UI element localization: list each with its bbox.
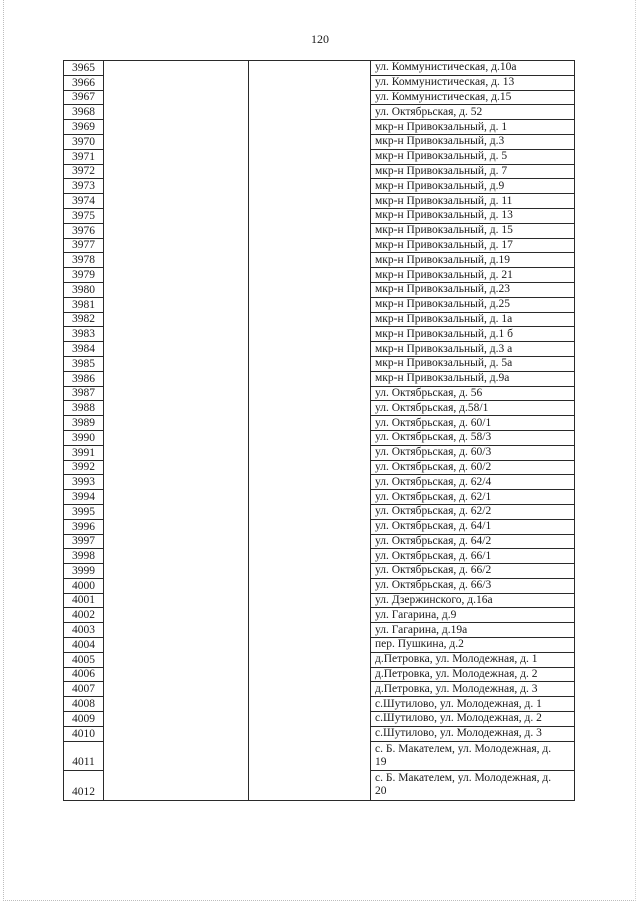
row-number: 4006 bbox=[64, 667, 104, 682]
row-number: 3969 bbox=[64, 120, 104, 135]
row-number: 4001 bbox=[64, 593, 104, 608]
row-number: 3986 bbox=[64, 371, 104, 386]
address-cell: ул. Октябрьская, д. 66/2 bbox=[371, 564, 575, 579]
row-number: 3995 bbox=[64, 504, 104, 519]
row-number: 3974 bbox=[64, 194, 104, 209]
address-cell: д.Петровка, ул. Молодежная, д. 1 bbox=[371, 652, 575, 667]
row-number: 3980 bbox=[64, 282, 104, 297]
row-number: 3970 bbox=[64, 134, 104, 149]
address-cell: мкр-н Привокзальный, д. 1а bbox=[371, 312, 575, 327]
address-cell: мкр-н Привокзальный, д. 15 bbox=[371, 223, 575, 238]
address-cell: пер. Пушкина, д.2 bbox=[371, 638, 575, 653]
row-number: 3966 bbox=[64, 75, 104, 90]
address-cell: ул. Октябрьская, д. 66/1 bbox=[371, 549, 575, 564]
row-number: 4009 bbox=[64, 712, 104, 727]
row-number: 4000 bbox=[64, 578, 104, 593]
address-cell: мкр-н Привокзальный, д.19 bbox=[371, 253, 575, 268]
row-number: 3973 bbox=[64, 179, 104, 194]
address-cell bbox=[371, 741, 575, 771]
row-number: 4012 bbox=[64, 771, 104, 801]
row-number: 3977 bbox=[64, 238, 104, 253]
address-line: с. Б. Макателем, ул. Молодежная, д. bbox=[375, 742, 552, 755]
row-number: 3983 bbox=[64, 327, 104, 342]
row-number: 3987 bbox=[64, 386, 104, 401]
address-cell: мкр-н Привокзальный, д. 5 bbox=[371, 149, 575, 164]
address-cell: мкр-н Привокзальный, д.3 bbox=[371, 134, 575, 149]
address-cell: ул. Коммунистическая, д. 13 bbox=[371, 75, 575, 90]
row-number: 3996 bbox=[64, 519, 104, 534]
address-cell: ул. Октябрьская, д. 62/2 bbox=[371, 504, 575, 519]
address-table bbox=[63, 60, 575, 801]
row-number: 4002 bbox=[64, 608, 104, 623]
address-cell: мкр-н Привокзальный, д.9 bbox=[371, 179, 575, 194]
row-number: 3972 bbox=[64, 164, 104, 179]
address-cell: ул. Октябрьская, д. 52 bbox=[371, 105, 575, 120]
address-cell: с.Шутилово, ул. Молодежная, д. 2 bbox=[371, 712, 575, 727]
table-row bbox=[64, 61, 575, 76]
row-number: 3979 bbox=[64, 268, 104, 283]
address-cell: ул. Октябрьская, д.58/1 bbox=[371, 401, 575, 416]
address-cell: мкр-н Привокзальный, д.25 bbox=[371, 297, 575, 312]
address-cell: ул. Октябрьская, д. 58/3 bbox=[371, 430, 575, 445]
row-number: 3991 bbox=[64, 445, 104, 460]
row-number: 3968 bbox=[64, 105, 104, 120]
row-number: 4005 bbox=[64, 652, 104, 667]
address-cell: д.Петровка, ул. Молодежная, д. 2 bbox=[371, 667, 575, 682]
address-cell: ул. Октябрьская, д. 62/1 bbox=[371, 490, 575, 505]
row-number: 3990 bbox=[64, 430, 104, 445]
address-cell: ул. Октябрьская, д. 60/1 bbox=[371, 416, 575, 431]
address-cell: ул. Октябрьская, д. 64/2 bbox=[371, 534, 575, 549]
address-cell bbox=[371, 771, 575, 801]
address-cell: с.Шутилово, ул. Молодежная, д. 3 bbox=[371, 726, 575, 741]
address-cell: мкр-н Привокзальный, д. 21 bbox=[371, 268, 575, 283]
address-cell: мкр-н Привокзальный, д. 13 bbox=[371, 208, 575, 223]
address-cell: мкр-н Привокзальный, д. 1 bbox=[371, 120, 575, 135]
row-number: 3998 bbox=[64, 549, 104, 564]
address-line: 20 bbox=[375, 785, 387, 798]
row-number: 3992 bbox=[64, 460, 104, 475]
address-cell: с.Шутилово, ул. Молодежная, д. 1 bbox=[371, 697, 575, 712]
page-number: 120 bbox=[311, 32, 329, 46]
row-number: 4004 bbox=[64, 638, 104, 653]
address-cell: ул. Гагарина, д.9 bbox=[371, 608, 575, 623]
address-cell: ул. Октябрьская, д. 60/3 bbox=[371, 445, 575, 460]
row-number: 3993 bbox=[64, 475, 104, 490]
row-number: 4003 bbox=[64, 623, 104, 638]
row-number: 3978 bbox=[64, 253, 104, 268]
row-number: 3976 bbox=[64, 223, 104, 238]
address-cell: мкр-н Привокзальный, д. 11 bbox=[371, 194, 575, 209]
row-number: 3971 bbox=[64, 149, 104, 164]
address-cell: мкр-н Привокзальный, д.3 а bbox=[371, 342, 575, 357]
address-cell: ул. Коммунистическая, д.15 bbox=[371, 90, 575, 105]
address-cell: ул. Октябрьская, д. 62/4 bbox=[371, 475, 575, 490]
address-cell: ул. Коммунистическая, д.10а bbox=[371, 61, 575, 76]
row-number: 3989 bbox=[64, 416, 104, 431]
address-table-body bbox=[64, 61, 575, 801]
address-cell: мкр-н Привокзальный, д. 17 bbox=[371, 238, 575, 253]
row-number: 3981 bbox=[64, 297, 104, 312]
address-line: с. Б. Макателем, ул. Молодежная, д. bbox=[375, 772, 552, 785]
row-number: 3967 bbox=[64, 90, 104, 105]
address-cell: мкр-н Привокзальный, д. 5а bbox=[371, 356, 575, 371]
address-cell: д.Петровка, ул. Молодежная, д. 3 bbox=[371, 682, 575, 697]
row-number: 4007 bbox=[64, 682, 104, 697]
row-number: 3982 bbox=[64, 312, 104, 327]
address-cell: ул. Гагарина, д.19а bbox=[371, 623, 575, 638]
row-number: 3988 bbox=[64, 401, 104, 416]
address-line: 19 bbox=[375, 755, 387, 768]
blank-column-2 bbox=[104, 61, 249, 801]
row-number: 3965 bbox=[64, 61, 104, 76]
row-number: 4010 bbox=[64, 726, 104, 741]
row-number: 4011 bbox=[64, 741, 104, 771]
row-number: 3975 bbox=[64, 208, 104, 223]
address-cell: мкр-н Привокзальный, д. 7 bbox=[371, 164, 575, 179]
row-number: 3999 bbox=[64, 564, 104, 579]
address-cell: мкр-н Привокзальный, д.23 bbox=[371, 282, 575, 297]
blank-column-3 bbox=[249, 61, 371, 801]
row-number: 3984 bbox=[64, 342, 104, 357]
address-cell: мкр-н Привокзальный, д.1 б bbox=[371, 327, 575, 342]
row-number: 3985 bbox=[64, 356, 104, 371]
row-number: 3997 bbox=[64, 534, 104, 549]
address-cell: мкр-н Привокзальный, д.9а bbox=[371, 371, 575, 386]
address-cell: ул. Октябрьская, д. 60/2 bbox=[371, 460, 575, 475]
address-cell: ул. Октябрьская, д. 56 bbox=[371, 386, 575, 401]
row-number: 4008 bbox=[64, 697, 104, 712]
address-cell: ул. Дзержинского, д.16а bbox=[371, 593, 575, 608]
row-number: 3994 bbox=[64, 490, 104, 505]
address-cell: ул. Октябрьская, д. 66/3 bbox=[371, 578, 575, 593]
address-cell: ул. Октябрьская, д. 64/1 bbox=[371, 519, 575, 534]
